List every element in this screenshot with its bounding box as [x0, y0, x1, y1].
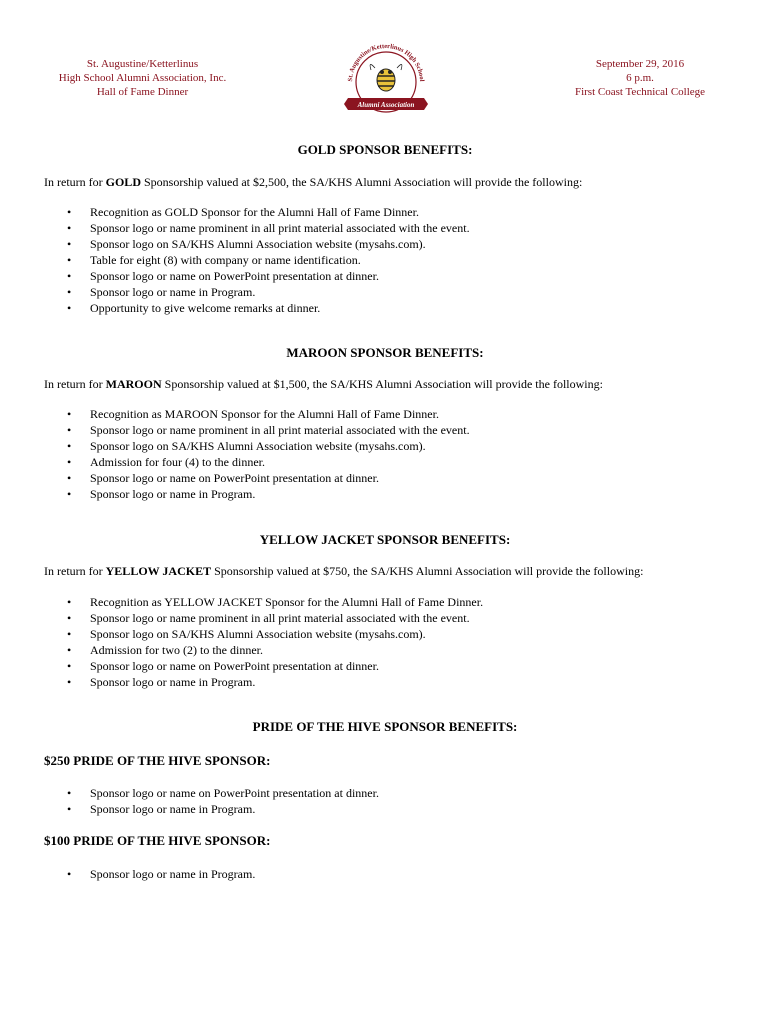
gold-intro-bold: GOLD	[105, 175, 141, 189]
list-item: • Sponsor logo on SA/KHS Alumni Association website (mysahs.com).	[0, 438, 770, 454]
list-item: • Admission for four (4) to the dinner.	[0, 454, 770, 470]
yellow-jacket-section	[0, 532, 770, 548]
yellow-intro-bold: YELLOW JACKET	[105, 564, 212, 578]
header-org-line-1: St. Augustine/Ketterlinus	[86, 58, 199, 70]
header-left	[40, 57, 245, 99]
gold-intro	[0, 174, 770, 190]
list-item: • Sponsor logo or name in Program.	[0, 801, 770, 817]
list-item: • Sponsor logo or name prominent in all print material associated with the event.	[0, 422, 770, 438]
gold-benefits-list	[0, 204, 770, 316]
pride-100-title: $100 PRIDE OF THE HIVE SPONSOR:	[44, 833, 271, 848]
maroon-benefits-list	[0, 406, 770, 502]
header-org-line-3: Hall of Fame Dinner	[96, 86, 189, 98]
pride-100-list-block	[0, 866, 770, 882]
list-item: • Sponsor logo or name in Program.	[0, 486, 770, 502]
header-org-line-2: High School Alumni Association, Inc.	[58, 72, 227, 84]
alumni-association-logo	[340, 38, 432, 118]
header-right	[540, 57, 740, 99]
maroon-intro-block	[0, 376, 770, 392]
list-item: • Recognition as GOLD Sponsor for the Alumni Hall of Fame Dinner.	[0, 204, 770, 220]
maroon-intro	[0, 376, 770, 392]
gold-list-block	[0, 204, 770, 316]
gold-title: GOLD SPONSOR BENEFITS:	[297, 142, 473, 157]
list-item: • Sponsor logo on SA/KHS Alumni Association website (mysahs.com).	[0, 626, 770, 642]
list-item: • Sponsor logo or name prominent in all print material associated with the event.	[0, 220, 770, 236]
list-item: • Sponsor logo or name on PowerPoint presentation at dinner.	[0, 658, 770, 674]
list-item: • Sponsor logo or name in Program.	[0, 674, 770, 690]
list-item: • Sponsor logo on SA/KHS Alumni Association website (mysahs.com).	[0, 236, 770, 252]
header-venue: First Coast Technical College	[574, 86, 706, 98]
logo-arc-text: St. Augustine/Ketterlinus High School	[346, 42, 426, 82]
list-item: • Opportunity to give welcome remarks at dinner.	[0, 300, 770, 316]
list-item: • Sponsor logo or name in Program.	[0, 284, 770, 300]
yellow-jacket-title: YELLOW JACKET SPONSOR BENEFITS:	[259, 532, 511, 547]
pride-250-list-block	[0, 785, 770, 817]
logo-banner-text: Alumni Association	[357, 101, 415, 109]
pride-section	[0, 719, 770, 735]
yellow-jacket-intro-block	[0, 563, 770, 579]
yellow-intro-post: Sponsorship valued at $750, the SA/KHS Alumni Association will provide the following:	[211, 564, 644, 578]
gold-intro-block	[0, 174, 770, 190]
maroon-intro-bold: MAROON	[105, 377, 162, 391]
yellow-jacket-intro	[0, 563, 770, 579]
maroon-title: MAROON SPONSOR BENEFITS:	[286, 345, 484, 360]
gold-intro-pre: In return for	[44, 175, 106, 189]
yellow-jacket-benefits-list	[0, 594, 770, 690]
maroon-intro-post: Sponsorship valued at $1,500, the SA/KHS Alumni Association will provide the following:	[161, 377, 603, 391]
pride-250-block	[0, 753, 770, 769]
list-item: • Recognition as YELLOW JACKET Sponsor for the Alumni Hall of Fame Dinner.	[0, 594, 770, 610]
pride-100-benefits-list	[0, 866, 770, 882]
list-item: • Sponsor logo or name on PowerPoint presentation at dinner.	[0, 785, 770, 801]
list-item: • Recognition as MAROON Sponsor for the Alumni Hall of Fame Dinner.	[0, 406, 770, 422]
pride-250-title: $250 PRIDE OF THE HIVE SPONSOR:	[44, 753, 271, 768]
yellow-intro-pre: In return for	[44, 564, 106, 578]
maroon-section	[0, 345, 770, 361]
pride-100-block	[0, 833, 770, 849]
yellow-jacket-list-block	[0, 594, 770, 690]
header-time: 6 p.m.	[626, 72, 654, 84]
list-item: • Sponsor logo or name on PowerPoint presentation at dinner.	[0, 470, 770, 486]
list-item: • Sponsor logo or name on PowerPoint presentation at dinner.	[0, 268, 770, 284]
pride-250-benefits-list	[0, 785, 770, 817]
maroon-intro-pre: In return for	[44, 377, 106, 391]
maroon-list-block	[0, 406, 770, 502]
gold-section	[0, 142, 770, 158]
list-item: • Sponsor logo or name in Program.	[0, 866, 770, 882]
list-item: • Table for eight (8) with company or name identification.	[0, 252, 770, 268]
header-date: September 29, 2016	[595, 58, 685, 70]
pride-title: PRIDE OF THE HIVE SPONSOR BENEFITS:	[252, 719, 518, 734]
list-item: • Sponsor logo or name prominent in all print material associated with the event.	[0, 610, 770, 626]
list-item: • Admission for two (2) to the dinner.	[0, 642, 770, 658]
gold-intro-post: Sponsorship valued at $2,500, the SA/KHS Alumni Association will provide the following:	[140, 175, 583, 189]
